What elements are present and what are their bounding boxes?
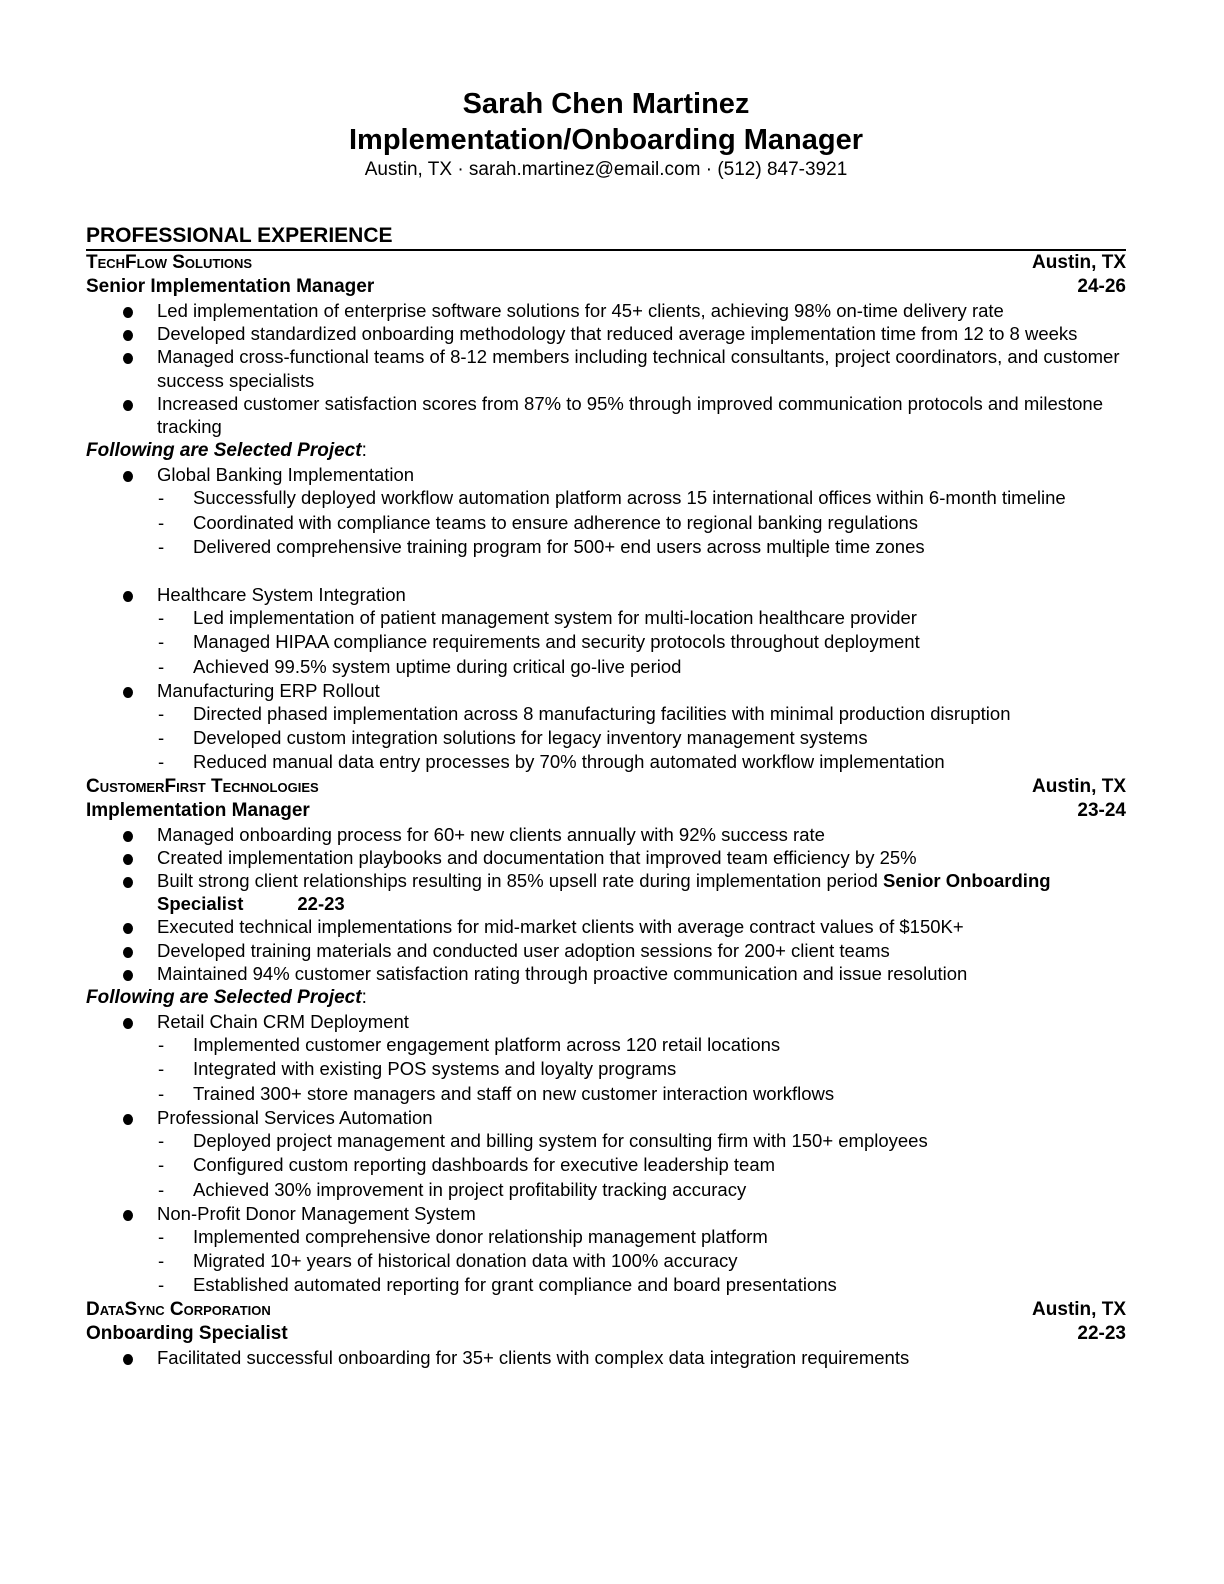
dash-icon: - <box>158 1274 165 1296</box>
project-item <box>157 583 1126 679</box>
job-role: Senior Implementation Manager <box>86 276 375 297</box>
detail-text: Deployed project management and billing system for consulting firm with 150+ employees <box>193 1130 928 1152</box>
bullet-icon <box>123 854 133 865</box>
bullet-text: Facilitated successful onboarding for 35+ clients with complex data integration requirements <box>157 1346 910 1368</box>
project-name: Global Banking Implementation <box>157 464 415 486</box>
detail-text: Directed phased implementation across 8 manufacturing facilities with minimal production disruption <box>193 703 1011 725</box>
list-item <box>157 939 1126 962</box>
resume-page <box>86 86 1126 1369</box>
dash-icon: - <box>158 1225 165 1247</box>
dash-icon: - <box>158 703 165 725</box>
bullet-text: Led implementation of enterprise software solutions for 45+ clients, achieving 98% on-time delivery rate <box>157 300 1004 321</box>
job-role-row <box>86 1322 1126 1346</box>
list-item <box>157 392 1126 438</box>
bullet-text: Created implementation playbooks and documentation that improved team efficiency by 25% <box>157 846 917 868</box>
list-item <box>158 630 1126 654</box>
dash-icon: - <box>158 1058 165 1080</box>
selected-label-text: Following are Selected Project <box>86 987 362 1009</box>
selected-label-colon: : <box>361 440 367 462</box>
detail-text: Led implementation of patient management system for multi-location healthcare provider <box>193 607 917 629</box>
bullet-icon <box>123 947 133 958</box>
project-item <box>157 1202 1126 1298</box>
section-title-experience: PROFESSIONAL EXPERIENCE <box>86 224 1126 251</box>
bullet-icon <box>123 687 133 698</box>
bullet-icon <box>123 330 133 341</box>
detail-text: Delivered comprehensive training program for 500+ end users across multiple time zones <box>193 535 925 557</box>
job-role: Onboarding Specialist <box>86 1322 288 1344</box>
detail-text: Implemented customer engagement platform across 120 retail locations <box>193 1034 781 1056</box>
project-name: Professional Services Automation <box>157 1106 433 1128</box>
detail-text: Migrated 10+ years of historical donation data with 100% accuracy <box>193 1250 738 1272</box>
job-dates: 24-26 <box>1077 276 1126 297</box>
spacer <box>157 559 1126 583</box>
bullet-icon <box>123 923 133 934</box>
detail-text: Integrated with existing POS systems and loyalty programs <box>193 1058 677 1080</box>
bullet-icon <box>123 831 133 842</box>
candidate-title: Implementation/Onboarding Manager <box>349 124 863 156</box>
inline-role: Senior Onboarding Specialist <box>157 870 1051 915</box>
project-details <box>157 1033 1126 1106</box>
bullet-text: Managed onboarding process for 60+ new clients annually with 92% success rate <box>157 823 825 845</box>
dash-icon: - <box>158 1250 165 1272</box>
dash-icon: - <box>158 1130 165 1152</box>
job-techflow <box>86 251 1126 775</box>
detail-text: Established automated reporting for grant compliance and board presentations <box>193 1274 837 1296</box>
list-item <box>158 606 1126 630</box>
list-item <box>157 823 1126 846</box>
list-item <box>157 299 1126 322</box>
selected-projects-label <box>86 985 1126 1010</box>
list-item <box>158 1225 1126 1249</box>
list-item <box>157 345 1126 391</box>
job-dates: 22-23 <box>1077 1322 1126 1344</box>
project-item <box>157 1106 1126 1202</box>
list-item <box>158 726 1126 750</box>
bullet-icon <box>123 353 133 364</box>
project-name: Manufacturing ERP Rollout <box>157 679 380 701</box>
detail-text: Trained 300+ store managers and staff on new customer interaction workflows <box>193 1082 835 1104</box>
bullet-text: Executed technical implementations for mid-market clients with average contract values of $150K+ <box>157 916 964 938</box>
job-bullets <box>86 299 1126 438</box>
list-item <box>158 1249 1126 1273</box>
project-details <box>157 486 1126 559</box>
bullet-icon <box>123 1114 133 1125</box>
project-list <box>86 463 1126 774</box>
job-role-row <box>86 799 1126 823</box>
project-item <box>157 463 1126 583</box>
job-role: Implementation Manager <box>86 799 310 821</box>
dash-icon: - <box>158 751 165 773</box>
project-list <box>86 1010 1126 1297</box>
bullet-text: Increased customer satisfaction scores from 87% to 95% through improved communication protocols and milestone tracking <box>157 392 1104 438</box>
bullet-icon <box>123 1354 133 1365</box>
list-item <box>158 1129 1126 1153</box>
bullet-text: Managed cross-functional teams of 8-12 members including technical consultants, project coordinators, and customer success specialists <box>157 346 1120 391</box>
bullet-text: Developed training materials and conducted user adoption sessions for 200+ client teams <box>157 939 890 961</box>
project-item <box>157 679 1126 775</box>
list-item <box>157 322 1126 345</box>
detail-text: Achieved 30% improvement in project profitability tracking accuracy <box>193 1178 747 1200</box>
detail-text: Reduced manual data entry processes by 70% through automated workflow implementation <box>193 751 945 773</box>
dash-icon: - <box>158 631 165 653</box>
company-name: DataSync Corporation <box>86 1298 271 1320</box>
bullet-icon <box>123 1018 133 1029</box>
detail-text: Achieved 99.5% system uptime during critical go-live period <box>193 655 682 677</box>
list-item <box>158 655 1126 679</box>
bullet-icon <box>123 1210 133 1221</box>
job-location: Austin, TX <box>1032 775 1126 797</box>
project-name: Retail Chain CRM Deployment <box>157 1011 409 1033</box>
project-name: Healthcare System Integration <box>157 584 406 606</box>
project-details <box>157 1129 1126 1202</box>
job-bullets <box>86 1346 1126 1369</box>
job-company-row <box>86 1298 1126 1322</box>
contact-line: Austin, TX · sarah.martinez@email.com · (512) 847-3921 <box>364 159 848 180</box>
project-item <box>157 1010 1126 1106</box>
bullet-text: Maintained 94% customer satisfaction rating through proactive communication and issue resolution <box>157 962 968 984</box>
job-bullets <box>86 823 1126 985</box>
list-item <box>157 869 1126 915</box>
list-item <box>158 535 1126 559</box>
selected-projects-label <box>86 438 1126 463</box>
dash-icon: - <box>158 1034 165 1056</box>
list-item <box>158 1273 1126 1297</box>
bullet-text: Built strong client relationships resulting in 85% upsell rate during implementation period <box>157 870 878 892</box>
job-company-row <box>86 251 1126 275</box>
dash-icon: - <box>158 655 165 677</box>
list-item <box>157 846 1126 869</box>
detail-text: Successfully deployed workflow automation platform across 15 international offices within 6-month timeline <box>193 487 1066 509</box>
detail-text: Developed custom integration solutions for legacy inventory management systems <box>193 727 868 749</box>
dash-icon: - <box>158 535 165 557</box>
list-item <box>158 1153 1126 1177</box>
list-item <box>158 486 1126 510</box>
dash-icon: - <box>158 487 165 509</box>
company-name: TechFlow Solutions <box>86 252 253 273</box>
dash-icon: - <box>158 1082 165 1104</box>
list-item <box>158 750 1126 774</box>
bullet-icon <box>123 591 133 602</box>
job-dates: 23-24 <box>1077 799 1126 821</box>
bullet-icon <box>123 307 133 318</box>
job-role-row <box>86 275 1126 299</box>
dash-icon: - <box>158 1154 165 1176</box>
bullet-icon <box>123 471 133 482</box>
list-item <box>158 1033 1126 1057</box>
detail-text: Coordinated with compliance teams to ensure adherence to regional banking regulations <box>193 511 919 533</box>
inline-dates: 22-23 <box>297 893 345 915</box>
list-item <box>158 511 1126 535</box>
detail-text: Implemented comprehensive donor relationship management platform <box>193 1225 768 1247</box>
job-location: Austin, TX <box>1032 1298 1126 1320</box>
bullet-icon <box>123 400 133 411</box>
bullet-icon <box>123 970 133 981</box>
bullet-icon <box>123 877 133 888</box>
list-item <box>158 1057 1126 1081</box>
project-details <box>157 606 1126 679</box>
dash-icon: - <box>158 727 165 749</box>
job-customerfirst <box>86 775 1126 1298</box>
bullet-text: Developed standardized onboarding methodology that reduced average implementation time from 12 to 8 weeks <box>157 323 1078 345</box>
dash-icon: - <box>158 511 165 533</box>
dash-icon: - <box>158 1178 165 1200</box>
project-details <box>157 702 1126 775</box>
list-item <box>157 962 1126 985</box>
list-item <box>158 1082 1126 1106</box>
selected-label-colon: : <box>361 987 367 1009</box>
resume-header <box>86 86 1126 182</box>
list-item <box>158 702 1126 726</box>
job-company-row <box>86 775 1126 799</box>
candidate-name: Sarah Chen Martinez <box>462 88 750 120</box>
job-location: Austin, TX <box>1032 252 1126 273</box>
list-item <box>157 1346 1126 1369</box>
project-name: Non-Profit Donor Management System <box>157 1202 476 1224</box>
detail-text: Configured custom reporting dashboards for executive leadership team <box>193 1154 776 1176</box>
list-item <box>158 1178 1126 1202</box>
selected-label-text: Following are Selected Project <box>86 440 362 462</box>
dash-icon: - <box>158 607 165 629</box>
list-item <box>157 915 1126 938</box>
company-name: CustomerFirst Technologies <box>86 775 319 797</box>
detail-text: Managed HIPAA compliance requirements and security protocols throughout deployment <box>193 631 920 653</box>
project-details <box>157 1225 1126 1298</box>
job-datasync <box>86 1298 1126 1369</box>
